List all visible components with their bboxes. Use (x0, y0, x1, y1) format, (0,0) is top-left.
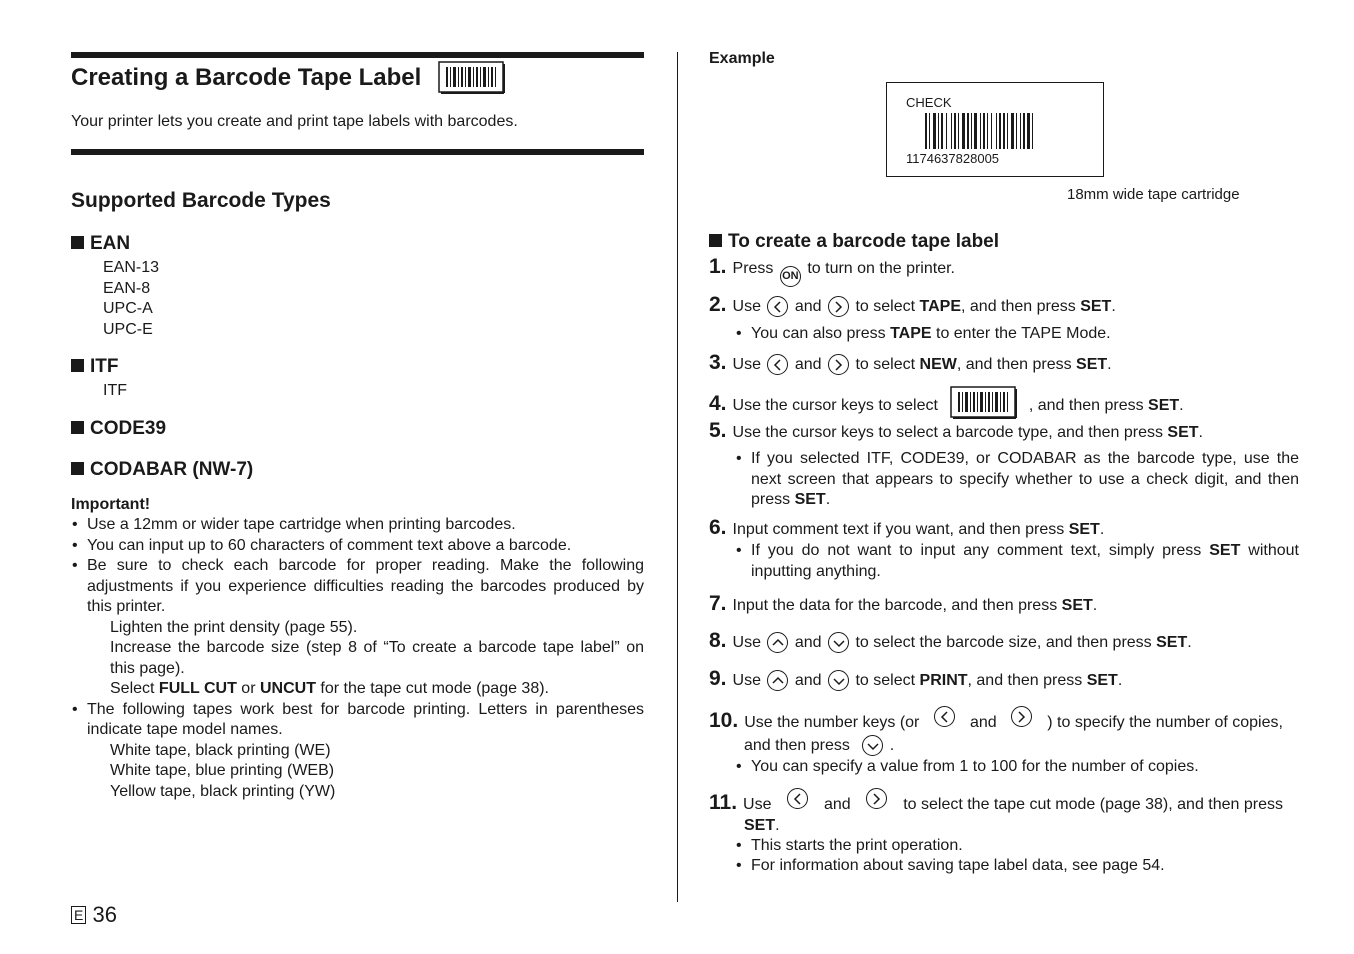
sub-item: Select FULL CUT or UNCUT for the tape cut mode (page 38). (110, 680, 549, 697)
important-label: Important! (71, 496, 151, 513)
step-8: 8. Use and to select the barcode size, and then press SET. (709, 629, 1192, 652)
barcode-icon (950, 386, 1018, 420)
step-3: 3. Use and to select NEW, and then press SET. (709, 351, 1112, 374)
left-arrow-key-icon (934, 706, 955, 727)
step-10: 10. Use the number keys (or and ) to specify the number of copies, and then press . (709, 706, 1283, 756)
step-1: 1. Press ON to turn on the printer. (709, 256, 955, 287)
square-bullet-icon (71, 236, 84, 249)
sub-item: Yellow tape, black printing (YW) (110, 782, 336, 800)
step-5: 5. Use the cursor keys to select a barcode type, and then press SET. (709, 419, 1203, 442)
step-6: 6. Input comment text if you want, and then press SET. (709, 516, 1105, 539)
list-item: UPC-A (103, 300, 153, 317)
page-title: Creating a Barcode Tape Label (71, 64, 422, 91)
down-arrow-key-icon (828, 632, 849, 653)
sub-item: White tape, blue printing (WEB) (110, 762, 335, 779)
down-arrow-key-icon (862, 735, 883, 756)
itf-heading: ITF (71, 356, 119, 378)
example-caption: 18mm wide tape cartridge (1067, 186, 1240, 203)
right-arrow-key-icon (866, 788, 887, 809)
step-9: 9. Use and to select PRINT, and then press SET. (709, 667, 1123, 690)
down-arrow-key-icon (828, 670, 849, 691)
procedure-heading: To create a barcode tape label (709, 231, 999, 253)
page-title-row (71, 61, 506, 95)
example-label-image (886, 82, 1104, 177)
step-11: 11. Use and to select the tape cut mode (page 38), and then press SET. (709, 788, 1283, 836)
right-arrow-key-icon (828, 354, 849, 375)
ean-list (103, 258, 159, 340)
step-11-note-2: • For information about saving tape label data, see page 54. (735, 856, 1299, 877)
list-item: • The following tapes work best for barcode printing. Letters in parentheses indicate tape model names. White tape, black printing (WE) White tape, blue printing (WEB) Yellow tape, black printing (YW) (71, 700, 644, 803)
step-10-note: • You can specify a value from 1 to 100 for the number of copies. (735, 757, 1299, 778)
square-bullet-icon (709, 234, 722, 247)
step-4: 4. Use the cursor keys to select , and then press SET. (709, 386, 1184, 420)
square-bullet-icon (71, 421, 84, 434)
example-label: Example (709, 50, 775, 67)
on-key-icon: ON (780, 266, 801, 287)
intro-text: Your printer lets you create and print tape labels with barcodes. (71, 113, 518, 130)
left-arrow-key-icon (767, 296, 788, 317)
list-item: • Use a 12mm or wider tape cartridge when printing barcodes. (71, 515, 644, 536)
step-2-note: • You can also press TAPE to enter the TAPE Mode. (735, 324, 1299, 345)
important-list (71, 515, 644, 802)
step-2: 2. Use and to select TAPE, and then press SET. (709, 293, 1116, 316)
sub-item: Increase the barcode size (step 8 of “To create a barcode tape label” on this page). (110, 639, 644, 677)
barcode-icon (438, 61, 506, 95)
ean-heading: EAN (71, 233, 130, 255)
left-arrow-key-icon (787, 788, 808, 809)
column-divider (677, 52, 678, 902)
code39-heading: CODE39 (71, 418, 166, 440)
sub-item: Lighten the print density (page 55). (110, 618, 358, 636)
step-7: 7. Input the data for the barcode, and then press SET. (709, 592, 1098, 615)
list-item: UPC-E (103, 320, 153, 338)
list-item: ITF (103, 382, 127, 399)
right-arrow-key-icon (1011, 706, 1032, 727)
itf-list (103, 381, 127, 402)
sub-item: White tape, black printing (WE) (110, 741, 331, 759)
example-comment: CHECK (906, 95, 952, 110)
square-bullet-icon (71, 462, 84, 475)
right-arrow-key-icon (828, 296, 849, 317)
list-item: EAN-13 (103, 259, 160, 276)
list-item: • Be sure to check each barcode for proper reading. Make the following adjustments if you experience difficulties reading the barcodes produced by this printer. Lighten the print density (page 55). Increase the barcode size (step 8 of “To create a barcode tape label” on this page). Select FULL CUT or UNCUT for the tape cut mode (page 38). (71, 556, 644, 700)
important-section (71, 494, 644, 802)
square-bullet-icon (71, 359, 84, 372)
title-bottom-rule (71, 149, 644, 155)
list-item: • You can input up to 60 characters of comment text above a barcode. (71, 536, 644, 557)
page-marker: E (71, 906, 86, 924)
example-barcode (925, 113, 1093, 151)
codabar-heading: CODABAR (NW-7) (71, 459, 253, 481)
title-top-rule (71, 52, 644, 58)
step-11-note-1: • This starts the print operation. (735, 836, 1299, 857)
up-arrow-key-icon (767, 670, 788, 691)
left-arrow-key-icon (767, 354, 788, 375)
step-6-note: • If you do not want to input any comment text, simply press SET without inputting anything. (735, 541, 1299, 582)
supported-types-heading: Supported Barcode Types (71, 189, 331, 212)
example-number: 1174637828005 (906, 151, 1000, 166)
page-number: E 36 (71, 902, 117, 928)
up-arrow-key-icon (767, 632, 788, 653)
step-5-note: • If you selected ITF, CODE39, or CODABAR as the barcode type, use the next screen that appears to specify whether to use a check digit, and then press SET. (735, 449, 1299, 511)
list-item: EAN-8 (103, 279, 151, 297)
